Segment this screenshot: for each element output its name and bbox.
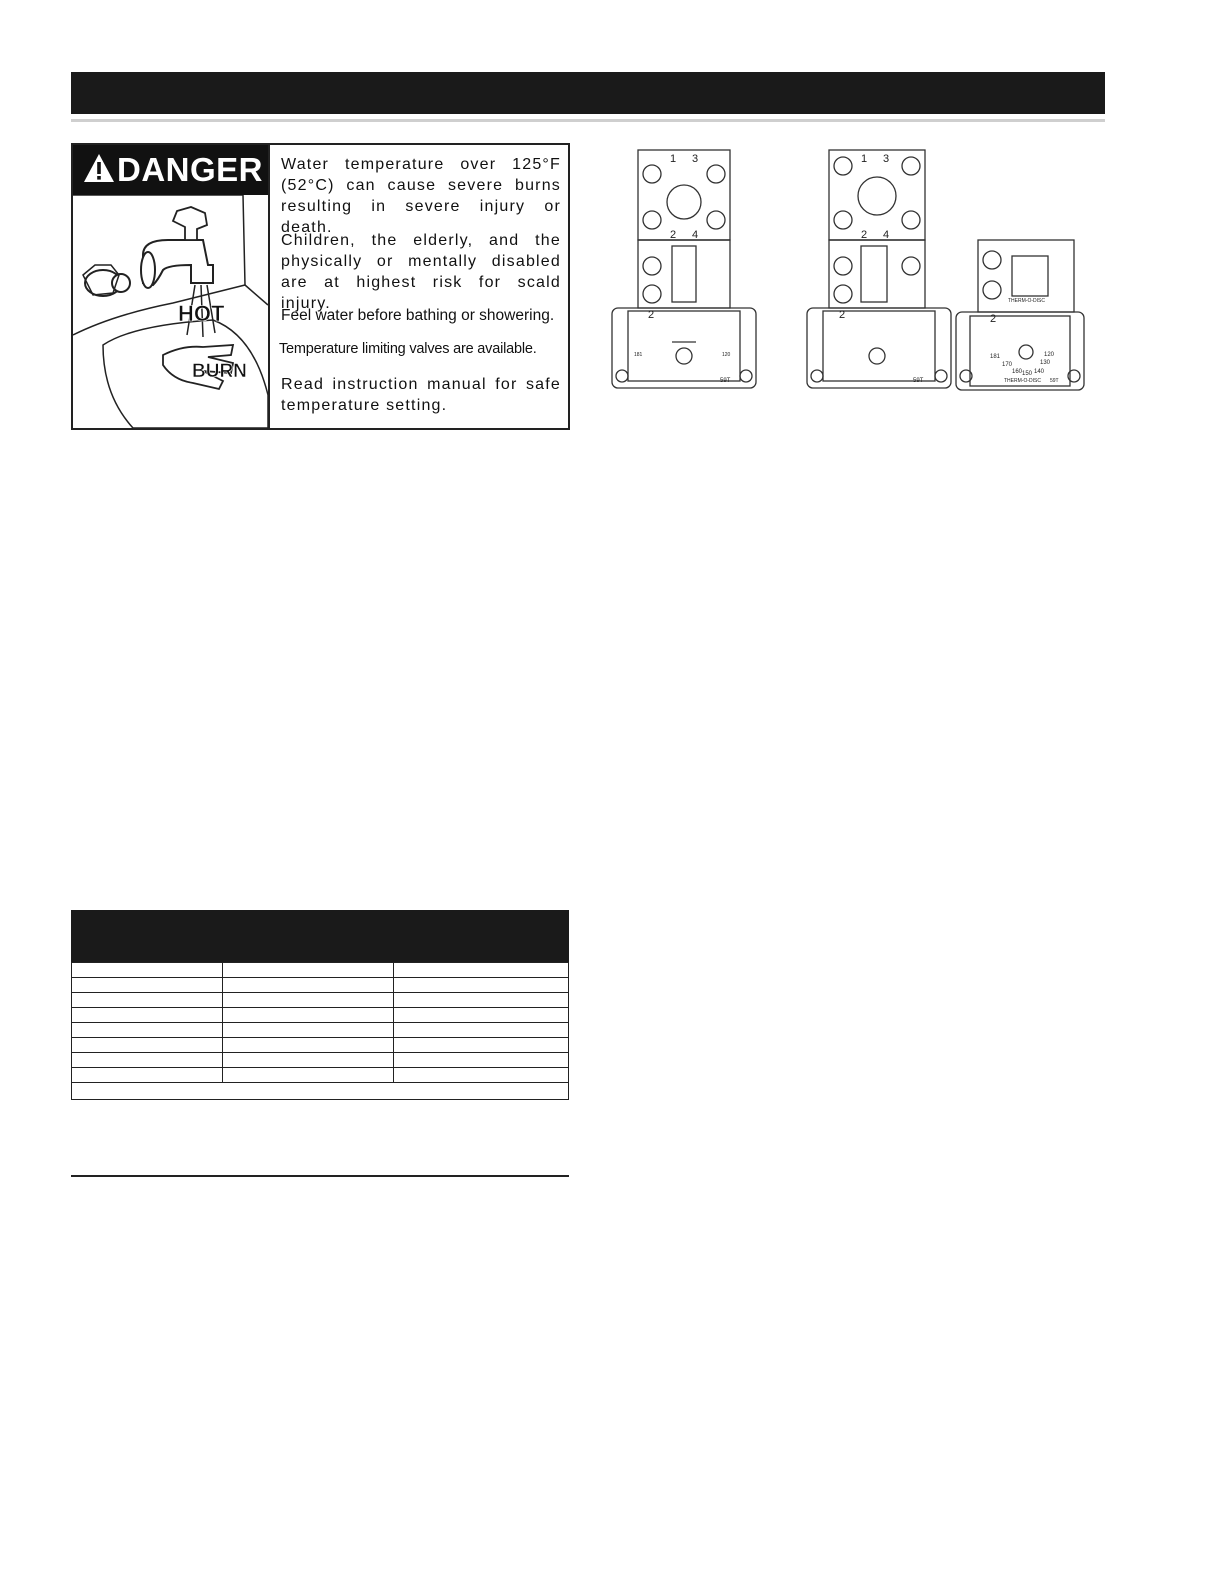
danger-label-divider [268, 145, 270, 428]
table-row [72, 978, 569, 993]
bottom-rule [71, 1175, 569, 1177]
terminal-1-label: 1 [861, 153, 868, 165]
dial-mark-140: 140 [1034, 369, 1045, 375]
table-footer-row [72, 1083, 569, 1100]
table-header-bar [71, 910, 569, 962]
lower-terminal-label: 2 [839, 309, 846, 321]
terminal-2-label: 2 [861, 229, 868, 241]
terminal-2-label: 2 [670, 229, 677, 241]
danger-message-1: Water temperature over 125°F (52°C) can cause severe burns resulting in severe injury or death. [281, 156, 561, 236]
table-row [72, 993, 569, 1008]
dial-mark-170: 170 [1002, 362, 1013, 368]
danger-message-5: Read instruction manual for safe temperature setting. [281, 376, 561, 414]
brand-label-bottom: THERM-O-DISC [1004, 378, 1041, 384]
table-row [72, 963, 569, 978]
terminal-4-label: 4 [692, 229, 699, 241]
model-label: 59T [913, 378, 924, 384]
danger-message-3: Feel water before bathing or showering. [281, 307, 555, 324]
thermostat-diagram-1 [608, 146, 760, 396]
table-row [72, 1008, 569, 1023]
dial-mark-130: 130 [1040, 360, 1051, 366]
table-row [72, 1023, 569, 1038]
model-label: 59T [1050, 378, 1059, 384]
thermostat-diagram-2 [803, 146, 955, 396]
lower-terminal-label: 2 [648, 309, 655, 321]
terminal-3-label: 3 [883, 153, 890, 165]
dial-mark-120: 120 [1044, 352, 1055, 358]
thermostat-diagram-3 [952, 236, 1088, 396]
table-row [72, 1038, 569, 1053]
terminal-4-label: 4 [883, 229, 890, 241]
warning-triangle-icon [83, 153, 115, 183]
model-label: 59T [720, 378, 731, 384]
terminal-3-label: 3 [692, 153, 699, 165]
danger-header [73, 145, 268, 195]
dial-mark-150: 150 [1022, 371, 1033, 377]
scald-illustration [73, 195, 268, 428]
dial-mark-181: 181 [634, 352, 643, 358]
danger-message-4: Temperature limiting valves are available. [279, 341, 537, 357]
hot-label: HOT [178, 301, 225, 326]
header-rule [71, 119, 1105, 122]
dial-mark-181: 181 [990, 354, 1001, 360]
burn-label: BURN [192, 361, 247, 382]
lower-terminal-label: 2 [990, 313, 997, 325]
dial-mark-120: 120 [722, 352, 731, 358]
table-row [72, 1068, 569, 1083]
table-row [72, 1053, 569, 1068]
section-header-bar [71, 72, 1105, 114]
temperature-table [71, 962, 569, 1100]
brand-label: THERM-O-DISC [1008, 298, 1045, 304]
terminal-1-label: 1 [670, 153, 677, 165]
dial-mark-160: 160 [1012, 369, 1023, 375]
danger-word: DANGER [117, 151, 264, 188]
danger-message-2: Children, the elderly, and the physically or mentally disabled are at highest risk for scald injury. [281, 232, 561, 312]
